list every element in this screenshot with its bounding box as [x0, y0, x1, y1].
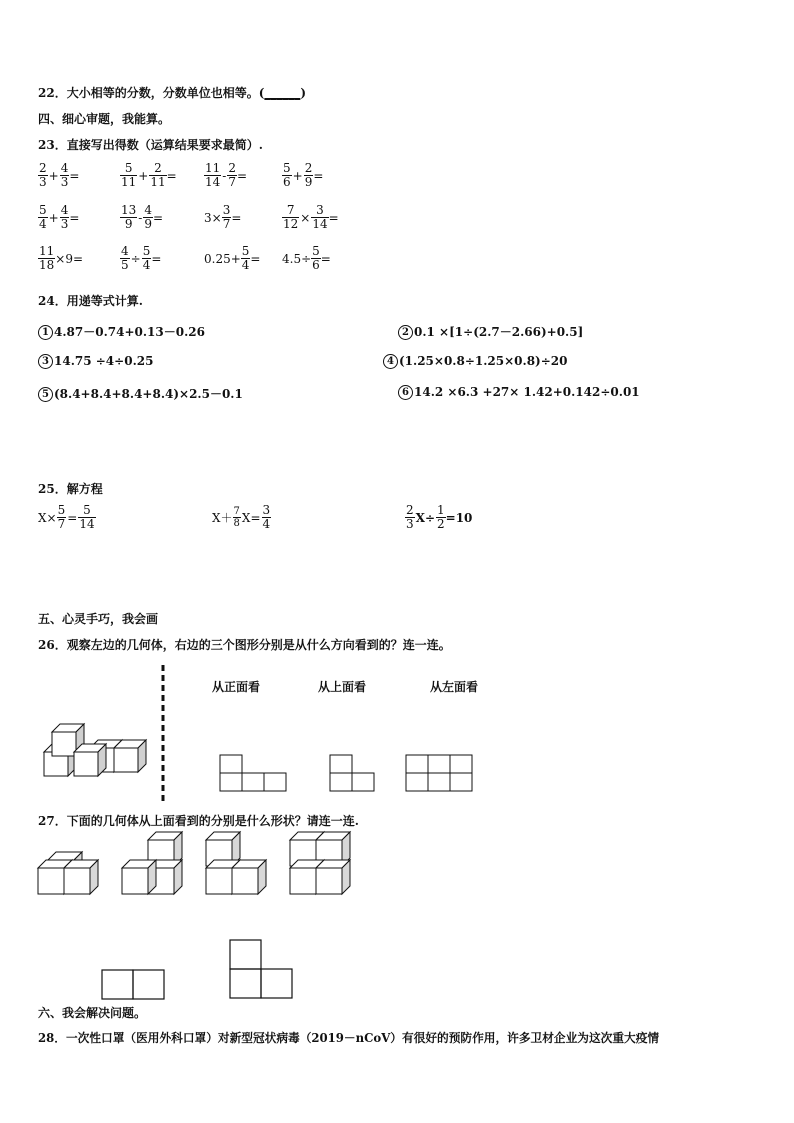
shape-front-view[interactable] [220, 755, 286, 791]
q27-solid-1[interactable] [38, 852, 98, 894]
oral-calc-1-2: $\frac{5}{11}$ + $\frac{2}{11}$ = [121, 161, 177, 189]
equation-1: X× $\frac{5}{7}$ = $\frac{5}{14}$ [38, 503, 95, 531]
q27-shape-a[interactable] [102, 970, 164, 999]
answer-blank[interactable]: ______ [264, 86, 301, 100]
question-26-title: 26．观察左边的几何体，右边的三个图形分别是从什么方向看到的？连一连。 [38, 638, 451, 652]
q26-figures [30, 660, 510, 810]
question-25-title: 25．解方程 [38, 482, 103, 496]
q27-shape-b[interactable] [230, 940, 292, 998]
q27-solid-4[interactable] [290, 832, 350, 894]
calc-item-5: 5 (8.4+8.4+8.4+8.4)×2.5－0.1 [38, 385, 243, 402]
calc-item-1: 1 4.87－0.74+0.13－0.26 [38, 323, 205, 340]
oral-calc-3-4: 4.5÷ $\frac{5}{6}$ = [282, 244, 331, 272]
question-27-title: 27．下面的几何体从上面看到的分别是什么形状？请连一连. [38, 814, 359, 828]
q26-solid [44, 724, 146, 776]
oral-calc-3-2: $\frac{4}{5}$ ÷ $\frac{5}{4}$ = [121, 244, 162, 272]
oral-calc-3-3: 0.25+ $\frac{5}{4}$ = [204, 244, 261, 272]
section-5-heading: 五、心灵手巧，我会画 [38, 612, 159, 626]
equation-2: X＋ $\frac{7}{8}$ X= $\frac{3}{4}$ [212, 503, 271, 531]
oral-calc-1-3: $\frac{11}{14}$ - $\frac{2}{7}$ = [205, 161, 248, 189]
oral-calc-3-1: $\frac{11}{18}$ ×9= [39, 244, 84, 272]
oral-calc-2-3: 3× $\frac{3}{7}$ = [204, 203, 242, 231]
equation-3: $\frac{2}{3}$ X÷ $\frac{1}{2}$ =10 [406, 503, 473, 531]
calc-item-3: 3 14.75 ÷4÷0.25 [38, 354, 153, 369]
question-22: 22．大小相等的分数，分数单位也相等。(______) [38, 86, 307, 100]
section-4-heading: 四、细心审题，我能算。 [38, 112, 171, 126]
q27-solid-3[interactable] [206, 832, 266, 894]
label-left-view: 从左面看 [430, 680, 479, 694]
shape-left-view[interactable] [406, 755, 472, 791]
oral-calc-1-1: $\frac{2}{3}$ + $\frac{4}{3}$ = [39, 161, 80, 189]
q27-solid-2[interactable] [122, 832, 182, 894]
oral-calc-2-1: $\frac{5}{4}$ + $\frac{4}{3}$ = [39, 203, 80, 231]
label-front-view: 从正面看 [212, 680, 261, 694]
q27-figures [30, 830, 370, 1010]
section-6-heading: 六、我会解决问题。 [38, 1006, 147, 1020]
question-28: 28．一次性口罩（医用外科口罩）对新型冠状病毒（2019－nCoV）有很好的预防作用，许多卫材企业为这次重大疫情 [38, 1031, 660, 1045]
oral-calc-2-2: $\frac{13}{9}$ - $\frac{4}{9}$ = [121, 203, 164, 231]
calc-item-4: 4 (1.25×0.8÷1.25×0.8)÷20 [383, 354, 567, 369]
question-24-title: 24．用递等式计算. [38, 294, 143, 308]
label-top-view: 从上面看 [318, 680, 367, 694]
oral-calc-2-4: $\frac{7}{12}$ × $\frac{3}{14}$ = [283, 203, 339, 231]
oral-calc-1-4: $\frac{5}{6}$ + $\frac{2}{9}$ = [283, 161, 324, 189]
calc-item-6: 6 14.2 ×6.3 +27× 1.42+0.142÷0.01 [398, 385, 640, 400]
calc-item-2: 2 0.1 ×[1÷(2.7－2.66)+0.5] [398, 323, 583, 340]
question-23-title: 23．直接写出得数（运算结果要求最简）. [38, 138, 263, 152]
shape-top-view[interactable] [330, 755, 374, 791]
